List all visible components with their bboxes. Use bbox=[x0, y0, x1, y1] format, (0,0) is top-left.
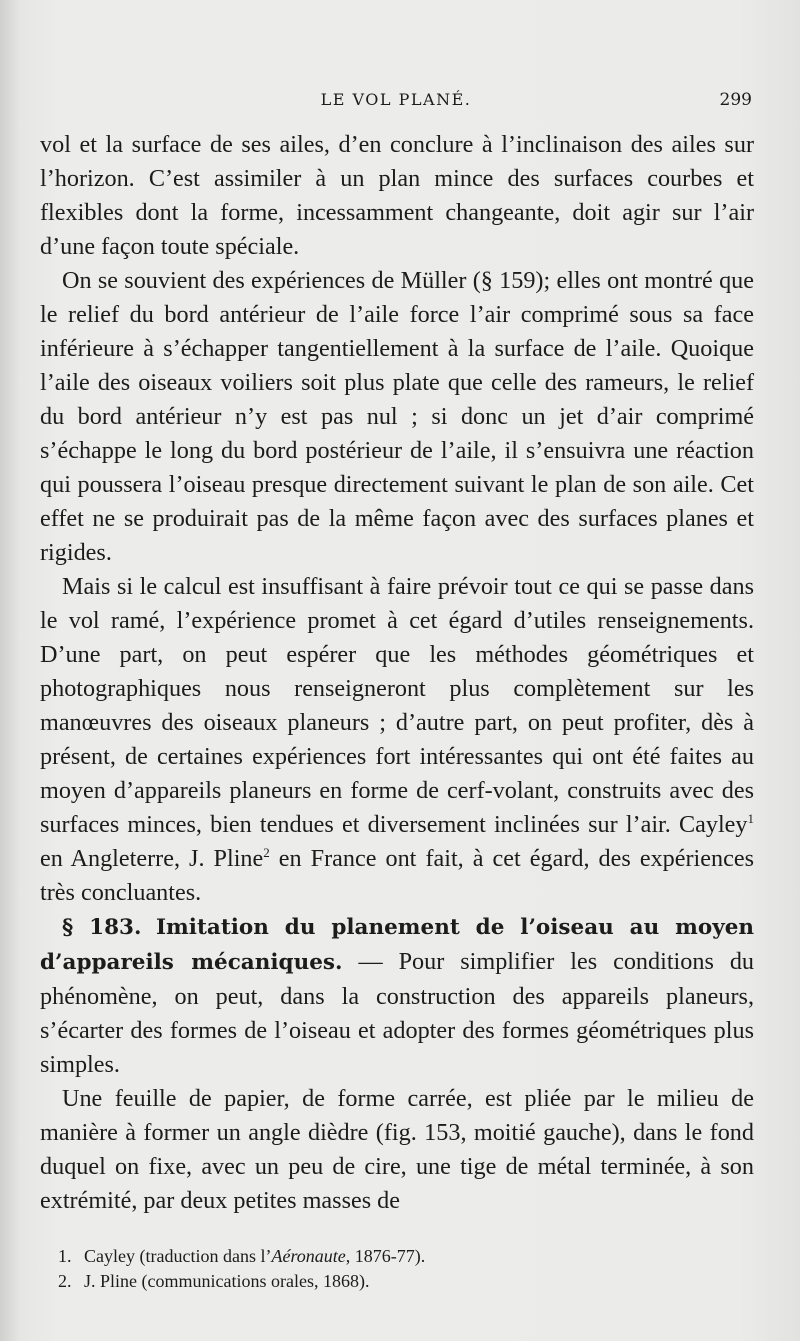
footnote-marker: 2. bbox=[58, 1271, 72, 1291]
paragraph-text: en Angleterre, J. Pline bbox=[40, 845, 264, 872]
footnote-work-title: Aéronaute bbox=[271, 1246, 346, 1266]
page-number: 299 bbox=[719, 90, 752, 110]
footnote-2 bbox=[58, 1269, 758, 1294]
section-text: — Pour simplifier les conditions du phénomène, on peut, dans la construction des appareils planeurs, s’écarter des formes de l’oiseau et adopter des formes géométriques plus simples. bbox=[40, 948, 755, 1078]
footnote-ref-1: 1 bbox=[747, 810, 754, 826]
running-title: LE VOL PLANÉ. bbox=[320, 90, 472, 109]
footnote-1 bbox=[58, 1244, 758, 1269]
running-head bbox=[40, 88, 752, 118]
paragraph-continued: vol et la surface de ses ailes, d’en conclure à l’inclinaison des ailes sur l’horizon. C’est assimiler à un plan mince des surfaces courbes et flexibles dont la forme, incessamment changeante, doit agir sur l’air d’une façon toute spéciale. bbox=[40, 131, 754, 260]
footnotes bbox=[58, 1244, 758, 1294]
paragraph-experience bbox=[40, 570, 754, 910]
paragraph-text: Mais si le calcul est insuffisant à faire prévoir tout ce qui se passe dans le vol ramé, l’expérience promet à cet égard d’utiles renseignements. D’une part, on peut espérer que les méthodes géométriques et photographiques nous renseigneront plus complètement sur les manœuvres des oiseaux planeurs ; d’autre part, on peut profiter, dès à présent, de certaines expériences fort intéressantes qui ont été faites au moyen d’appareils planeurs en forme de cerf-volant, construits avec des surfaces minces, bien tendues et diversement inclinées sur l’air. Cayley bbox=[40, 573, 754, 838]
paragraph-muller: On se souvient des expériences de Müller (§ 159); elles ont montré que le relief du bord antérieur de l’aile force l’air comprimé sous sa face inférieure à s’échapper tangentiellement à la surface de l’aile. Quoique l’aile des oiseaux voiliers soit plus plate que celle des rameurs, le relief du bord antérieur n’y est pas nul ; si donc un jet d’air comprimé s’échappe le long du bord postérieur de l’aile, il s’ensuivra une réaction qui poussera l’oiseau presque directement suivant le plan de son aile. Cet effet ne se produirait pas de la même façon avec des surfaces planes et rigides. bbox=[40, 267, 754, 566]
section-title: Imitation du planement de l’oiseau au moyen d’appareils mécaniques. bbox=[40, 915, 755, 975]
body-text bbox=[40, 128, 754, 1218]
footnote-ref-2: 2 bbox=[263, 844, 270, 860]
footnote-text: Cayley (traduction dans l’ bbox=[84, 1246, 272, 1266]
paragraph-text: en France ont fait, à cet égard, des expériences très concluantes. bbox=[40, 845, 754, 906]
footnote-marker: 1. bbox=[58, 1246, 72, 1266]
footnote-text: , 1876-77). bbox=[345, 1246, 426, 1266]
footnote-text: J. Pline (communications orales, 1868). bbox=[84, 1271, 370, 1291]
section-number: § 183. bbox=[62, 915, 142, 940]
paragraph-feuille: Une feuille de papier, de forme carrée, est pliée par le milieu de manière à former un angle dièdre (fig. 153, moitié gauche), dans le fond duquel on fixe, avec un peu de cire, une tige de métal terminée, à son extrémité, par deux petites masses de bbox=[40, 1085, 754, 1214]
section-183 bbox=[40, 910, 754, 1082]
